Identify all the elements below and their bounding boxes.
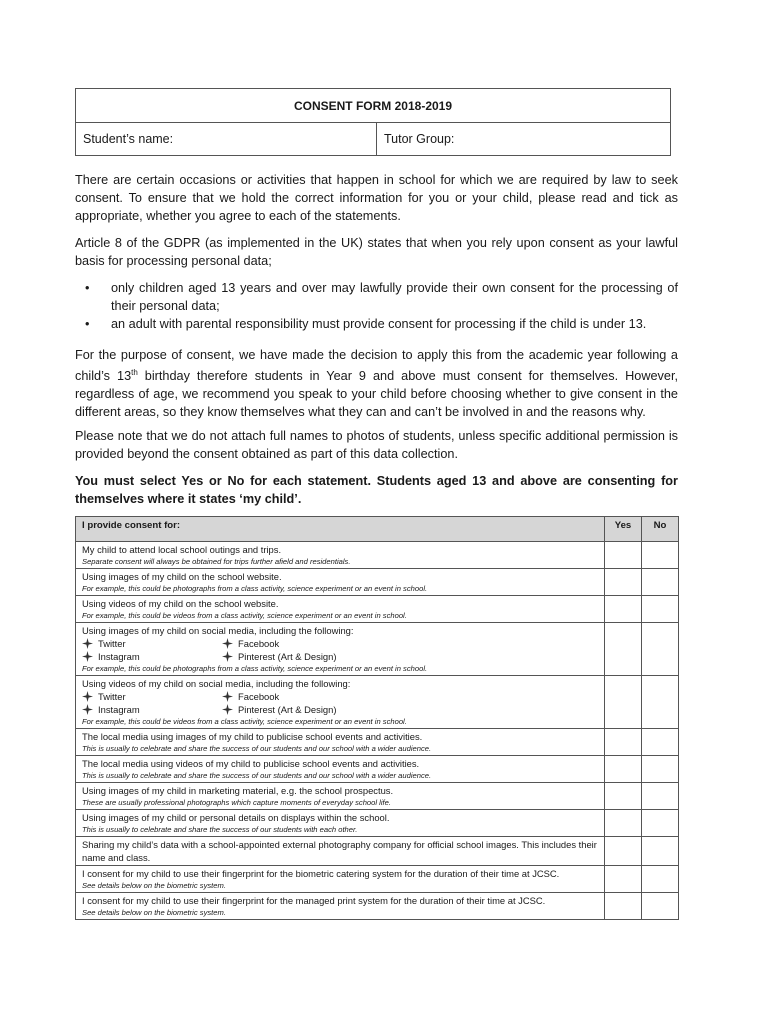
consent-statement — [76, 756, 605, 783]
yes-checkbox-cell[interactable] — [605, 623, 642, 676]
consent-statement — [76, 596, 605, 623]
statement-text: Using videos of my child on social media, including the following: — [82, 678, 351, 689]
four-point-star-icon — [82, 651, 93, 662]
no-checkbox-cell[interactable] — [642, 893, 679, 920]
statement-description: For example, this could be videos from a class activity, science experiment or an event in school. — [82, 717, 407, 726]
yes-checkbox-cell[interactable] — [605, 837, 642, 866]
no-checkbox-cell[interactable] — [642, 676, 679, 729]
statement-text: Using images of my child on social media, including the following: — [82, 625, 354, 636]
table-row — [76, 783, 679, 810]
yes-checkbox-cell[interactable] — [605, 596, 642, 623]
form-header-table — [75, 88, 671, 156]
statement-text: Sharing my child’s data with a school-appointed external photography company for official school images. This includes their name and class. — [82, 839, 597, 863]
statement-description: For example, this could be videos from a class activity, science experiment or an event in school. — [82, 611, 407, 620]
no-checkbox-cell[interactable] — [642, 596, 679, 623]
consent-statement — [76, 866, 605, 893]
yes-checkbox-cell[interactable] — [605, 676, 642, 729]
consent-statement — [76, 810, 605, 837]
list-item: • an adult with parental responsibility must provide consent for processing if the child is under 13. — [85, 317, 647, 331]
table-row — [76, 623, 679, 676]
statement-description: This is usually to celebrate and share the success of our students and our school with a wider audience. — [82, 744, 432, 753]
consent-statement — [76, 542, 605, 569]
statement-description: See details below on the biometric system. — [82, 881, 226, 890]
table-row — [76, 542, 679, 569]
table-row — [76, 569, 679, 596]
no-checkbox-cell[interactable] — [642, 569, 679, 596]
platform-item: Facebook — [222, 690, 422, 703]
no-checkbox-cell[interactable] — [642, 783, 679, 810]
table-row — [76, 756, 679, 783]
statement-text: Using images of my child in marketing material, e.g. the school prospectus. — [82, 785, 394, 796]
statement-description: This is usually to celebrate and share the success of our students with each other. — [82, 825, 358, 834]
table-row — [76, 676, 679, 729]
four-point-star-icon — [82, 691, 93, 702]
gdpr-article-paragraph: Article 8 of the GDPR (as implemented in the UK) states that when you rely upon consent as your lawful basis for processing personal data; — [75, 236, 678, 268]
photo-note-paragraph: Please note that we do not attach full names to photos of students, unless specific additional permission is provided beyond the consent obtained as part of this data collection. — [75, 429, 678, 461]
no-checkbox-cell[interactable] — [642, 810, 679, 837]
four-point-star-icon — [222, 704, 233, 715]
statement-description: These are usually professional photographs which capture moments of everyday school life. — [82, 798, 391, 807]
no-checkbox-cell[interactable] — [642, 866, 679, 893]
statement-text: Using images of my child or personal details on displays within the school. — [82, 812, 390, 823]
no-checkbox-cell[interactable] — [642, 756, 679, 783]
statement-description: See details below on the biometric system. — [82, 908, 226, 917]
consent-statement — [76, 893, 605, 920]
platform-item: Facebook — [222, 637, 422, 650]
no-checkbox-cell[interactable] — [642, 623, 679, 676]
statement-text: Using images of my child on the school website. — [82, 571, 282, 582]
intro-paragraph: There are certain occasions or activities that happen in school for which we are required by law to seek consent. To ensure that we hold the correct information for you or your child, please read and tick as appropriate, whether you agree to each of the statements. — [75, 173, 678, 223]
consent-statement — [76, 729, 605, 756]
no-checkbox-cell[interactable] — [642, 542, 679, 569]
gdpr-bullet-list — [75, 279, 678, 333]
consent-statement — [76, 623, 605, 676]
table-row — [76, 837, 679, 866]
table-row — [76, 729, 679, 756]
yes-checkbox-cell[interactable] — [605, 810, 642, 837]
form-title: CONSENT FORM 2018-2019 — [76, 89, 671, 123]
consent-header-label: I provide consent for: — [76, 517, 605, 542]
platform-list — [82, 637, 598, 663]
table-row — [76, 810, 679, 837]
consent-statement — [76, 676, 605, 729]
table-row — [76, 596, 679, 623]
bullet-icon: • — [85, 281, 90, 295]
platform-item: Instagram — [82, 703, 222, 716]
purpose-paragraph: For the purpose of consent, we have made the decision to apply this from the academic year following a child’s 13th birthday therefore students in Year 9 and above must consent for themselves. However, regardless of age, we recommend you speak to your child before choosing whether to give consent in the different areas, so they know themselves what they can and can’t be involved in and the reasons why. — [75, 348, 678, 420]
bullet-icon: • — [85, 317, 90, 331]
instruction-paragraph: You must select Yes or No for each statement. Students aged 13 and above are consenting for themselves where it states ‘my child’. — [75, 474, 678, 506]
no-checkbox-cell[interactable] — [642, 837, 679, 866]
platform-item: Twitter — [82, 637, 222, 650]
statement-text: I consent for my child to use their fingerprint for the managed print system for the duration of their time at JCSC. — [82, 895, 546, 906]
tutor-group-field[interactable]: Tutor Group: — [377, 123, 671, 156]
statement-text: My child to attend local school outings and trips. — [82, 544, 282, 555]
consent-table — [75, 516, 679, 920]
statement-description: This is usually to celebrate and share the success of our students and our school with a wider audience. — [82, 771, 432, 780]
statement-description: For example, this could be photographs from a class activity, science experiment or an event in school. — [82, 664, 428, 673]
list-item: • only children aged 13 years and over may lawfully provide their own consent for the processing of their personal data; — [85, 281, 678, 313]
statement-text: Using videos of my child on the school website. — [82, 598, 279, 609]
table-row — [76, 893, 679, 920]
consent-statement — [76, 569, 605, 596]
platform-item: Pinterest (Art & Design) — [222, 703, 422, 716]
no-checkbox-cell[interactable] — [642, 729, 679, 756]
four-point-star-icon — [82, 704, 93, 715]
statement-text: I consent for my child to use their fingerprint for the biometric catering system for the duration of their time at JCSC. — [82, 868, 560, 879]
consent-statement — [76, 837, 605, 866]
four-point-star-icon — [82, 638, 93, 649]
platform-list — [82, 690, 598, 716]
yes-column-header: Yes — [605, 517, 642, 542]
statement-description: For example, this could be photographs from a class activity, science experiment or an event in school. — [82, 584, 428, 593]
statement-description: Separate consent will always be obtained for trips further afield and residentials. — [82, 557, 351, 566]
four-point-star-icon — [222, 638, 233, 649]
platform-item: Pinterest (Art & Design) — [222, 650, 422, 663]
yes-checkbox-cell[interactable] — [605, 893, 642, 920]
yes-checkbox-cell[interactable] — [605, 783, 642, 810]
no-column-header: No — [642, 517, 679, 542]
four-point-star-icon — [222, 651, 233, 662]
yes-checkbox-cell[interactable] — [605, 569, 642, 596]
yes-checkbox-cell[interactable] — [605, 542, 642, 569]
yes-checkbox-cell[interactable] — [605, 756, 642, 783]
yes-checkbox-cell[interactable] — [605, 866, 642, 893]
table-row — [76, 866, 679, 893]
student-name-field[interactable]: Student’s name: — [76, 123, 377, 156]
platform-item: Twitter — [82, 690, 222, 703]
statement-text: The local media using images of my child to publicise school events and activities. — [82, 731, 423, 742]
four-point-star-icon — [222, 691, 233, 702]
consent-statement — [76, 783, 605, 810]
yes-checkbox-cell[interactable] — [605, 729, 642, 756]
statement-text: The local media using videos of my child to publicise school events and activities. — [82, 758, 420, 769]
platform-item: Instagram — [82, 650, 222, 663]
